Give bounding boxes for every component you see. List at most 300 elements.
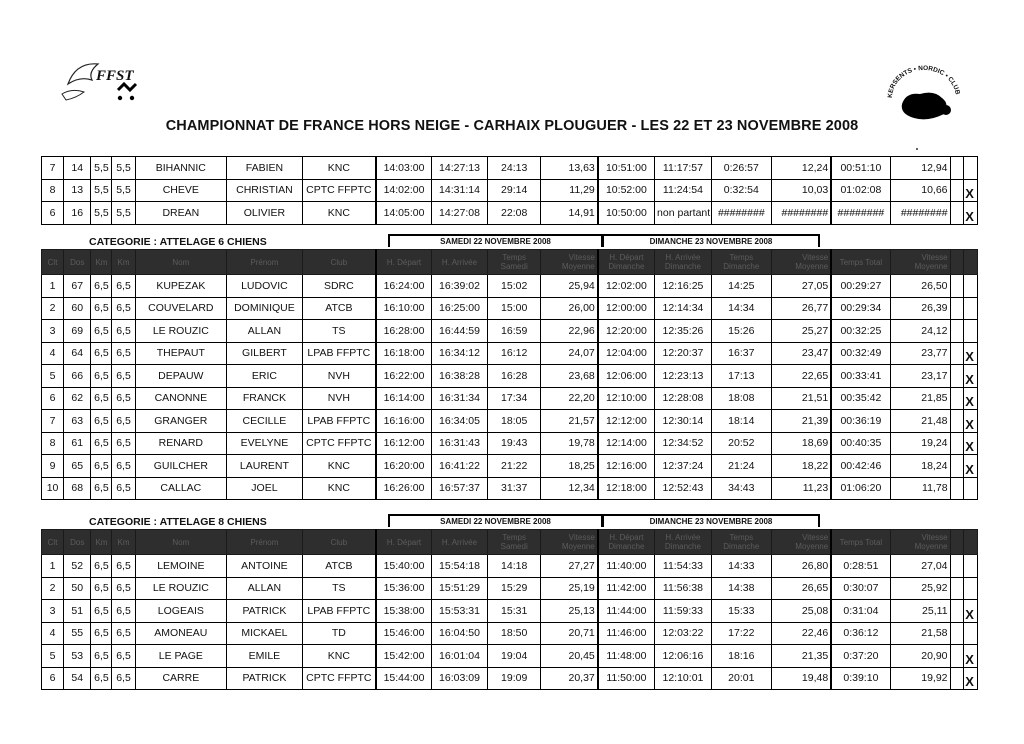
cell-time-day1: 24:13: [487, 157, 541, 180]
results-table-6-chiens: [41, 249, 978, 500]
table-row: [42, 320, 978, 343]
cell-start-day1: 16:16:00: [376, 410, 432, 433]
cell-km-day1: 6,5: [91, 622, 112, 645]
cell-finish-day2: 12:06:16: [655, 645, 712, 668]
cell-check-a: [950, 667, 964, 690]
cell-finish-day2: 12:23:13: [655, 365, 712, 388]
cell-rank: 1: [42, 555, 64, 578]
cell-km-day1: 6,5: [91, 275, 112, 298]
cell-time-day1: 16:12: [487, 342, 541, 365]
table-row: [42, 622, 978, 645]
column-header-rank: Clt: [42, 250, 64, 275]
column-header-club: Club: [302, 530, 376, 555]
cell-speed-day2: ########: [771, 202, 831, 225]
cell-avg-speed: 21,58: [890, 622, 950, 645]
cell-club: ATCB: [302, 297, 376, 320]
kersents-nordic-club-logo: [884, 64, 964, 126]
cell-club: LPAB FFPTC: [302, 342, 376, 365]
column-header-km-day1: Km: [91, 530, 112, 555]
cell-time-day1: 14:18: [487, 555, 541, 578]
cell-check-a: [950, 477, 964, 500]
cell-start-day1: 16:18:00: [376, 342, 432, 365]
cell-speed-day1: 25,19: [541, 577, 598, 600]
cell-start-day2: 11:46:00: [598, 622, 655, 645]
cell-rank: 4: [42, 342, 64, 365]
cell-bib: 62: [64, 387, 91, 410]
column-header-last-name: Nom: [135, 530, 226, 555]
cell-bib: 66: [64, 365, 91, 388]
cell-total-time: 00:42:46: [831, 455, 890, 478]
cell-finish-day2: 11:17:57: [655, 157, 712, 180]
cell-total-time: 00:32:25: [831, 320, 890, 343]
cell-speed-day1: 21,57: [541, 410, 598, 433]
cell-last-name: CHEVE: [135, 179, 226, 202]
cell-speed-day2: 11,23: [771, 477, 831, 500]
cell-last-name: DEPAUW: [135, 365, 226, 388]
cell-time-day2: 18:14: [711, 410, 771, 433]
cell-total-time: 0:31:04: [831, 600, 890, 623]
category-8-label: CATEGORIE : ATTELAGE 8 CHIENS: [89, 516, 267, 528]
column-header-km-day2: Km: [112, 250, 135, 275]
column-header-speed-day2: Vitesse Moyenne: [771, 530, 831, 555]
cell-first-name: MICKAEL: [227, 622, 303, 645]
column-header-first-name: Prénom: [227, 530, 303, 555]
cell-finish-day1: 15:54:18: [432, 555, 488, 578]
ffst-logo: [58, 54, 144, 106]
cell-km-day1: 6,5: [91, 645, 112, 668]
cell-rank: 8: [42, 179, 64, 202]
cell-time-day1: 19:09: [487, 667, 541, 690]
cell-speed-day1: 20,45: [541, 645, 598, 668]
results-body-8: [42, 530, 978, 690]
cell-avg-speed: 21,85: [890, 387, 950, 410]
cell-finish-day1: 14:27:13: [432, 157, 488, 180]
cell-start-day2: 12:12:00: [598, 410, 655, 433]
cell-avg-speed: 21,48: [890, 410, 950, 433]
column-header-check-a: [950, 530, 964, 555]
column-header-start-day2: H. Départ Dimanche: [598, 530, 655, 555]
cell-start-day2: 12:04:00: [598, 342, 655, 365]
cell-rank: 9: [42, 455, 64, 478]
cell-rank: 6: [42, 387, 64, 410]
cell-first-name: CHRISTIAN: [227, 179, 303, 202]
cell-km-day1: 6,5: [91, 555, 112, 578]
cell-km-day2: 6,5: [112, 297, 135, 320]
cell-time-day2: 18:16: [711, 645, 771, 668]
cell-bib: 61: [64, 432, 91, 455]
column-header-bib: Dos: [64, 530, 91, 555]
cell-total-time: 00:36:19: [831, 410, 890, 433]
cell-speed-day2: 21,39: [771, 410, 831, 433]
cell-time-day1: 19:43: [487, 432, 541, 455]
cell-start-day2: 12:00:00: [598, 297, 655, 320]
cell-speed-day1: 11,29: [541, 179, 598, 202]
cell-first-name: EMILE: [227, 645, 303, 668]
column-header-check-a: [950, 250, 964, 275]
cell-speed-day1: 22,20: [541, 387, 598, 410]
cell-start-day2: 12:14:00: [598, 432, 655, 455]
cell-last-name: LE ROUZIC: [135, 320, 226, 343]
cell-time-day2: ########: [711, 202, 771, 225]
cell-bib: 52: [64, 555, 91, 578]
cell-rank: 1: [42, 275, 64, 298]
cell-check-a: [950, 432, 964, 455]
cell-club: NVH: [302, 387, 376, 410]
table-row: [42, 432, 978, 455]
cell-finish-day1: 16:39:02: [432, 275, 488, 298]
column-header-first-name: Prénom: [227, 250, 303, 275]
cell-speed-day1: 26,00: [541, 297, 598, 320]
cell-speed-day2: 25,27: [771, 320, 831, 343]
table-row: [42, 455, 978, 478]
cell-speed-day1: 20,71: [541, 622, 598, 645]
cell-finish-day1: 16:34:05: [432, 410, 488, 433]
cell-total-time: 01:02:08: [831, 179, 890, 202]
column-header-check-b: [964, 530, 978, 555]
cell-first-name: GILBERT: [227, 342, 303, 365]
cell-time-day2: 15:26: [711, 320, 771, 343]
cell-time-day1: 31:37: [487, 477, 541, 500]
cell-finish-day2: 12:16:25: [655, 275, 712, 298]
cell-finish-day1: 16:03:09: [432, 667, 488, 690]
table-row: [42, 477, 978, 500]
table-row: [42, 410, 978, 433]
column-header-finish-day1: H. Arrivée: [432, 250, 488, 275]
cell-start-day1: 15:40:00: [376, 555, 432, 578]
cell-time-day1: 21:22: [487, 455, 541, 478]
table-row: [42, 387, 978, 410]
cell-last-name: CANONNE: [135, 387, 226, 410]
column-header-club: Club: [302, 250, 376, 275]
cell-total-time: 00:51:10: [831, 157, 890, 180]
cell-avg-speed: 23,77: [890, 342, 950, 365]
cell-start-day1: 15:46:00: [376, 622, 432, 645]
cell-time-day2: 0:32:54: [711, 179, 771, 202]
cell-check-a: [950, 342, 964, 365]
cell-check-b: X: [964, 410, 978, 433]
cell-start-day2: 10:50:00: [598, 202, 655, 225]
cell-speed-day1: 18,25: [541, 455, 598, 478]
cell-total-time: 00:33:41: [831, 365, 890, 388]
table-row: [42, 365, 978, 388]
cell-last-name: COUVELARD: [135, 297, 226, 320]
cell-club: TS: [302, 320, 376, 343]
ffst-logo-text: FFST: [96, 68, 134, 84]
cell-km-day1: 6,5: [91, 667, 112, 690]
cell-start-day2: 12:02:00: [598, 275, 655, 298]
cell-check-b: X: [964, 387, 978, 410]
column-header-start-day1: H. Départ: [376, 530, 432, 555]
cell-bib: 68: [64, 477, 91, 500]
category-8-header: [41, 514, 978, 530]
cell-start-day1: 16:12:00: [376, 432, 432, 455]
cell-total-time: 00:32:49: [831, 342, 890, 365]
cell-club: SDRC: [302, 275, 376, 298]
cell-speed-day1: 22,96: [541, 320, 598, 343]
cell-km-day2: 6,5: [112, 600, 135, 623]
table-row: [42, 297, 978, 320]
category-8-header-row: [42, 530, 978, 555]
cell-start-day1: 14:03:00: [376, 157, 432, 180]
cell-check-a: [950, 577, 964, 600]
cell-start-day1: 16:20:00: [376, 455, 432, 478]
cell-time-day2: 20:52: [711, 432, 771, 455]
column-header-finish-day2: H. Arrivée Dimanche: [655, 250, 712, 275]
column-header-time-day1: Temps Samedi: [487, 530, 541, 555]
cell-start-day2: 12:10:00: [598, 387, 655, 410]
column-header-km-day1: Km: [91, 250, 112, 275]
results-body-top: [42, 157, 978, 225]
cell-km-day1: 6,5: [91, 387, 112, 410]
cell-time-day2: 14:34: [711, 297, 771, 320]
cell-rank: 2: [42, 577, 64, 600]
cell-check-b: X: [964, 667, 978, 690]
cell-check-b: X: [964, 179, 978, 202]
column-header-speed-day1: Vitesse Moyenne: [541, 530, 598, 555]
cell-time-day2: 14:33: [711, 555, 771, 578]
cell-start-day2: 10:52:00: [598, 179, 655, 202]
cell-total-time: 00:29:34: [831, 297, 890, 320]
cell-club: CPTC FFPTC: [302, 667, 376, 690]
cell-start-day1: 16:24:00: [376, 275, 432, 298]
cell-check-b: [964, 555, 978, 578]
cell-speed-day2: 12,24: [771, 157, 831, 180]
column-header-total-time: Temps Total: [831, 250, 890, 275]
cell-first-name: OLIVIER: [227, 202, 303, 225]
cell-start-day2: 12:06:00: [598, 365, 655, 388]
cell-club: TS: [302, 577, 376, 600]
cell-speed-day1: 27,27: [541, 555, 598, 578]
column-header-time-day1: Temps Samedi: [487, 250, 541, 275]
cell-rank: 4: [42, 622, 64, 645]
cell-first-name: ALLAN: [227, 320, 303, 343]
day2-label: DIMANCHE 23 NOVEMBRE 2008: [602, 514, 820, 527]
cell-avg-speed: 25,92: [890, 577, 950, 600]
cell-check-b: [964, 297, 978, 320]
cell-km-day2: 6,5: [112, 645, 135, 668]
cell-speed-day1: 24,07: [541, 342, 598, 365]
cell-km-day1: 6,5: [91, 297, 112, 320]
cell-first-name: LUDOVIC: [227, 275, 303, 298]
cell-last-name: CALLAC: [135, 477, 226, 500]
column-header-speed-day2: Vitesse Moyenne: [771, 250, 831, 275]
column-header-speed-day1: Vitesse Moyenne: [541, 250, 598, 275]
cell-rank: 3: [42, 600, 64, 623]
cell-bib: 54: [64, 667, 91, 690]
cell-km-day1: 6,5: [91, 410, 112, 433]
cell-check-b: [964, 622, 978, 645]
cell-time-day2: 14:25: [711, 275, 771, 298]
cell-check-a: [950, 600, 964, 623]
cell-check-a: [950, 157, 964, 180]
results-body-6: [42, 250, 978, 500]
cell-avg-speed: 11,78: [890, 477, 950, 500]
cell-speed-day1: 12,34: [541, 477, 598, 500]
cell-time-day1: 18:50: [487, 622, 541, 645]
cell-start-day1: 14:02:00: [376, 179, 432, 202]
cell-speed-day2: 21,35: [771, 645, 831, 668]
cell-last-name: CARRE: [135, 667, 226, 690]
cell-finish-day1: 15:51:29: [432, 577, 488, 600]
cell-finish-day2: 11:59:33: [655, 600, 712, 623]
cell-time-day1: 16:59: [487, 320, 541, 343]
cell-time-day1: 16:28: [487, 365, 541, 388]
cell-start-day1: 15:38:00: [376, 600, 432, 623]
cell-finish-day1: 16:57:37: [432, 477, 488, 500]
cell-club: KNC: [302, 157, 376, 180]
cell-start-day2: 12:16:00: [598, 455, 655, 478]
cell-finish-day1: 15:53:31: [432, 600, 488, 623]
cell-km-day2: 6,5: [112, 667, 135, 690]
cell-avg-speed: 19,92: [890, 667, 950, 690]
table-row: [42, 157, 978, 180]
cell-km-day2: 6,5: [112, 432, 135, 455]
cell-rank: 3: [42, 320, 64, 343]
cell-check-b: X: [964, 202, 978, 225]
table-row: [42, 555, 978, 578]
cell-first-name: FABIEN: [227, 157, 303, 180]
cell-rank: 7: [42, 410, 64, 433]
results-table-unnamed: [41, 156, 978, 225]
cell-speed-day2: 23,47: [771, 342, 831, 365]
cell-bib: 55: [64, 622, 91, 645]
cell-speed-day2: 25,08: [771, 600, 831, 623]
column-header-check-b: [964, 250, 978, 275]
cell-speed-day2: 19,48: [771, 667, 831, 690]
cell-club: KNC: [302, 455, 376, 478]
cell-start-day1: 15:36:00: [376, 577, 432, 600]
cell-time-day1: 17:34: [487, 387, 541, 410]
cell-speed-day1: 25,94: [541, 275, 598, 298]
cell-km-day1: 6,5: [91, 455, 112, 478]
cell-check-b: X: [964, 455, 978, 478]
cell-check-a: [950, 297, 964, 320]
cell-avg-speed: 26,50: [890, 275, 950, 298]
cell-finish-day2: 12:20:37: [655, 342, 712, 365]
cell-club: KNC: [302, 202, 376, 225]
cell-rank: 6: [42, 667, 64, 690]
cell-bib: 69: [64, 320, 91, 343]
table-row: [42, 600, 978, 623]
cell-total-time: 00:35:42: [831, 387, 890, 410]
cell-speed-day1: 19,78: [541, 432, 598, 455]
scan-mark: [916, 148, 918, 150]
cell-rank: 6: [42, 202, 64, 225]
column-header-start-day1: H. Départ: [376, 250, 432, 275]
cell-avg-speed: 10,66: [890, 179, 950, 202]
cell-km-day2: 6,5: [112, 477, 135, 500]
cell-last-name: THEPAUT: [135, 342, 226, 365]
cell-km-day2: 6,5: [112, 622, 135, 645]
cell-speed-day1: 14,91: [541, 202, 598, 225]
cell-time-day2: 17:13: [711, 365, 771, 388]
cell-check-a: [950, 179, 964, 202]
cell-speed-day1: 23,68: [541, 365, 598, 388]
cell-km-day1: 5,5: [91, 179, 112, 202]
cell-start-day2: 10:51:00: [598, 157, 655, 180]
column-header-time-day2: Temps Dimanche: [711, 530, 771, 555]
cell-avg-speed: 25,11: [890, 600, 950, 623]
table-row: [42, 342, 978, 365]
cell-rank: 8: [42, 432, 64, 455]
cell-start-day2: 11:44:00: [598, 600, 655, 623]
cell-km-day2: 6,5: [112, 555, 135, 578]
cell-total-time: 0:36:12: [831, 622, 890, 645]
cell-avg-speed: 27,04: [890, 555, 950, 578]
cell-speed-day2: 22,46: [771, 622, 831, 645]
cell-rank: 5: [42, 645, 64, 668]
cell-km-day1: 6,5: [91, 600, 112, 623]
cell-time-day2: 34:43: [711, 477, 771, 500]
cell-start-day2: 12:18:00: [598, 477, 655, 500]
cell-avg-speed: 19,24: [890, 432, 950, 455]
cell-speed-day2: 26,80: [771, 555, 831, 578]
cell-total-time: 0:30:07: [831, 577, 890, 600]
cell-rank: 5: [42, 365, 64, 388]
cell-km-day1: 6,5: [91, 342, 112, 365]
cell-time-day2: 21:24: [711, 455, 771, 478]
category-6-header-row: [42, 250, 978, 275]
cell-bib: 16: [64, 202, 91, 225]
cell-avg-speed: ########: [890, 202, 950, 225]
cell-start-day1: 16:28:00: [376, 320, 432, 343]
results-table-8-chiens: [41, 529, 978, 690]
cell-check-b: [964, 157, 978, 180]
cell-km-day2: 6,5: [112, 577, 135, 600]
cell-first-name: EVELYNE: [227, 432, 303, 455]
cell-last-name: DREAN: [135, 202, 226, 225]
cell-total-time: 01:06:20: [831, 477, 890, 500]
cell-start-day2: 12:20:00: [598, 320, 655, 343]
cell-time-day2: 0:26:57: [711, 157, 771, 180]
cell-check-a: [950, 365, 964, 388]
cell-total-time: ########: [831, 202, 890, 225]
cell-check-a: [950, 202, 964, 225]
cell-finish-day1: 16:04:50: [432, 622, 488, 645]
cell-speed-day1: 20,37: [541, 667, 598, 690]
cell-club: LPAB FFPTC: [302, 600, 376, 623]
cell-start-day1: 15:42:00: [376, 645, 432, 668]
cell-check-b: X: [964, 342, 978, 365]
cell-finish-day2: 12:37:24: [655, 455, 712, 478]
table-row: [42, 275, 978, 298]
cell-finish-day2: 11:56:38: [655, 577, 712, 600]
cell-start-day2: 11:50:00: [598, 667, 655, 690]
column-header-bib: Dos: [64, 250, 91, 275]
cell-first-name: JOEL: [227, 477, 303, 500]
cell-rank: 7: [42, 157, 64, 180]
cell-last-name: LE ROUZIC: [135, 577, 226, 600]
cell-first-name: ERIC: [227, 365, 303, 388]
cell-finish-day1: 16:31:34: [432, 387, 488, 410]
cell-rank: 10: [42, 477, 64, 500]
column-header-finish-day2: H. Arrivée Dimanche: [655, 530, 712, 555]
cell-km-day2: 6,5: [112, 365, 135, 388]
cell-start-day1: 16:26:00: [376, 477, 432, 500]
cell-check-b: X: [964, 365, 978, 388]
cell-club: LPAB FFPTC: [302, 410, 376, 433]
cell-finish-day1: 16:01:04: [432, 645, 488, 668]
cell-time-day2: 16:37: [711, 342, 771, 365]
column-header-avg-speed: Vitesse Moyenne: [890, 530, 950, 555]
cell-club: CPTC FFPTC: [302, 179, 376, 202]
cell-time-day1: 15:31: [487, 600, 541, 623]
cell-km-day1: 5,5: [91, 202, 112, 225]
cell-avg-speed: 24,12: [890, 320, 950, 343]
cell-finish-day2: 12:34:52: [655, 432, 712, 455]
cell-first-name: PATRICK: [227, 600, 303, 623]
cell-first-name: CECILLE: [227, 410, 303, 433]
